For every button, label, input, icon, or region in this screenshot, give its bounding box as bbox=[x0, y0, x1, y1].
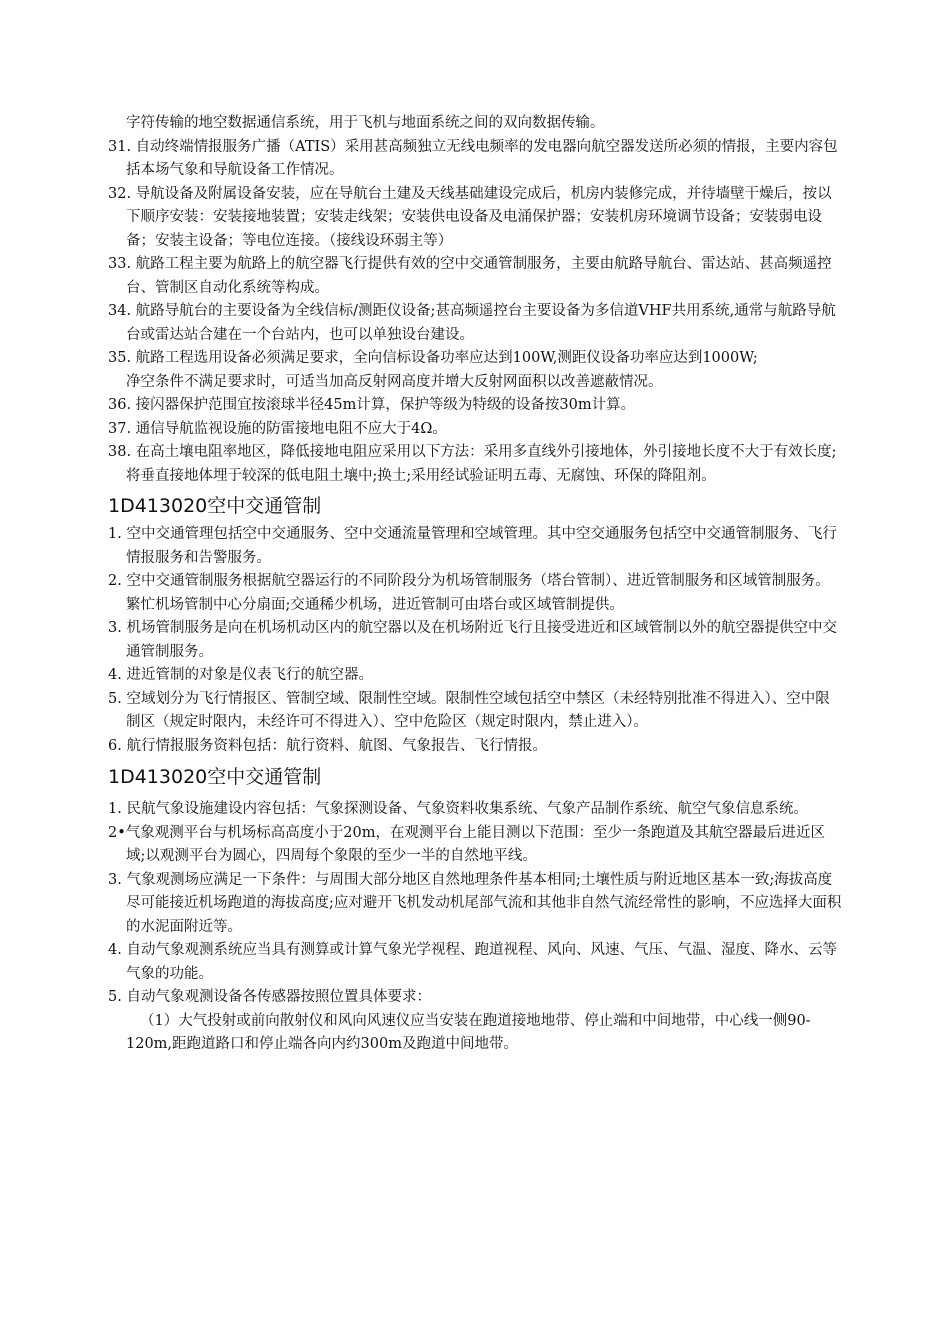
list-item-36: 36. 接闪器保护范围宜按滚球半径45m计算，保护等级为特级的设备按30m计算。 bbox=[108, 397, 636, 413]
section-heading-air-traffic-control: 1D413020空中交通管制 bbox=[108, 495, 322, 517]
met-item-1: 1. 民航气象设施建设内容包括：气象探测设备、气象资料收集系统、气象产品制作系统、航空气象信息系统。 bbox=[108, 801, 808, 817]
atc-item-2: 2. 空中交通管制服务根据航空器运行的不同阶段分为机场管制服务（塔台管制）、进近管制服务和区域管制服务。繁忙机场管制中心分扇面;交通稀少机场，进近管制可由塔台或区域管制提供。 bbox=[108, 573, 830, 613]
met-item-3: 3. 气象观测场应满足一下条件：与周围大部分地区自然地理条件基本相同;土壤性质与附近地区基本一致;海拔高度尽可能接近机场跑道的海拔高度;应对避开飞机发动机尾部气流和其他非自然气流经常性的影响，不应选择大面积的水泥面附近等。 bbox=[108, 871, 842, 935]
atc-item-5: 5. 空域划分为飞行情报区、管制空域、限制性空域。限制性空域包括空中禁区（未经特别批准不得进入）、空中限制区（规定时限内，未经许可不得进入）、空中危险区（规定时限内，禁止进入）。 bbox=[108, 690, 830, 730]
lead-paragraph: 字符传输的地空数据通信系统，用于飞机与地面系统之间的双向数据传输。 bbox=[126, 115, 605, 131]
list-item-38: 38. 在高土壤电阻率地区，降低接地电阻应采用以下方法：采用多直线外引接地体，外引接地长度不大于有效长度;将垂直接地体埋于较深的低电阻土壤中;换土;采用经试验证明五毒、无腐蚀、环保的降阻剂。 bbox=[108, 444, 837, 484]
document-page bbox=[108, 112, 843, 1057]
list-item-35: 35. 航路工程选用设备必须满足要求，全向信标设备功率应达到100W,测距仪设备功率应达到1000W; bbox=[108, 350, 758, 366]
met-item-5: 5. 自动气象观测设备各传感器按照位置具体要求： bbox=[108, 989, 431, 1005]
list-item-35-continued: 净空条件不满足要求时，可适当加高反射网高度并增大反射网面积以改善遮蔽情况。 bbox=[126, 373, 663, 390]
met-item-5-sub-1: （1）大气投射或前向散射仪和风向风速仪应当安装在跑道接地地带、停止端和中间地带，中心线一侧90-120m,距跑道路口和停止端各向内约300m及跑道中间地带。 bbox=[126, 1012, 811, 1052]
atc-item-3: 3. 机场管制服务是向在机场机动区内的航空器以及在机场附近飞行且接受进近和区域管制以外的航空器提供空中交通管制服务。 bbox=[108, 620, 837, 660]
list-item-31: 31. 自动终端情报服务广播（ATIS）采用甚高频独立无线电频率的发电器向航空器发送所必须的情报，主要内容包括本场气象和导航设备工作情况。 bbox=[108, 138, 838, 178]
list-item-34: 34. 航路导航台的主要设备为全线信标/测距仪设备;甚高频遥控台主要设备为多信道VHF共用系统,通常与航路导航台或雷达站合建在一个台站内，也可以单独设台建设。 bbox=[108, 303, 836, 343]
list-item-33: 33. 航路工程主要为航路上的航空器飞行提供有效的空中交通管制服务，主要由航路导航台、雷达站、甚高频遥控台、管制区自动化系统等构成。 bbox=[108, 256, 832, 296]
atc-item-6: 6. 航行情报服务资料包括：航行资料、航图、气象报告、飞行情报。 bbox=[108, 737, 547, 754]
atc-item-1: 1. 空中交通管理包括空中交通服务、空中交通流量管理和空域管理。其中空交通服务包括空中交通管制服务、飞行情报服务和告警服务。 bbox=[108, 526, 837, 566]
section-heading-meteorology: 1D413020空中交通管制 bbox=[108, 766, 322, 788]
met-item-2: 2•气象观测平台与机场标高高度小于20m，在观测平台上能目测以下范围：至少一条跑道及其航空器最后进近区域;以观测平台为圆心，四周每个象限的至少一半的自然地平线。 bbox=[108, 824, 825, 864]
met-item-4: 4. 自动气象观测系统应当具有测算或计算气象光学视程、跑道视程、风向、风速、气压、气温、湿度、降水、云等气象的功能。 bbox=[108, 942, 837, 982]
list-item-32: 32. 导航设备及附属设备安装，应在导航台土建及天线基础建设完成后，机房内装修完成，并待墙壁干燥后，按以下顺序安装：安装接地装置；安装走线架；安装供电设备及电涌保护器；安装机房环境调节设备；安装弱电设备；安装主设备；等电位连接。（接线设环弱主等） bbox=[108, 185, 832, 249]
list-item-37: 37. 通信导航监视设施的防雷接地电阻不应大于4Ω。 bbox=[108, 420, 447, 437]
atc-item-4: 4. 进近管制的对象是仪表飞行的航空器。 bbox=[108, 667, 373, 683]
